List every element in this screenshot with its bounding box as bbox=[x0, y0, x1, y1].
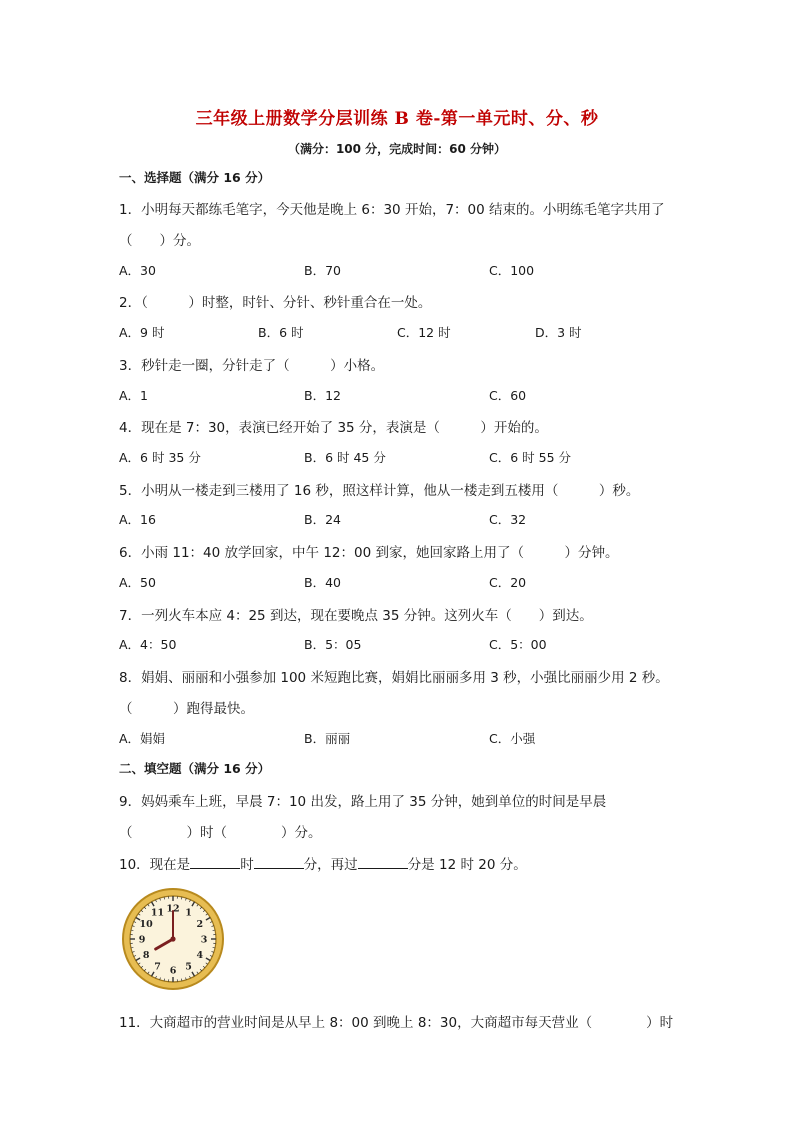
question-1-text: 1．小明每天都练毛笔字，今天他是晚上 6：30 开始，7：00 结束的。小明练毛笔字共用了 bbox=[119, 202, 665, 218]
question-9-text-cont: （ ）时（ ）分。 bbox=[119, 825, 322, 841]
clock-illustration bbox=[121, 887, 225, 991]
clock-numeral: 12 bbox=[166, 903, 180, 915]
question-2-option-a: A．9 时 bbox=[119, 325, 165, 340]
question-7-option-a: A．4：50 bbox=[119, 637, 177, 652]
clock-numeral: 10 bbox=[139, 919, 153, 930]
question-1-text-cont: （ ）分。 bbox=[119, 233, 200, 249]
question-3-option-c: C．60 bbox=[489, 388, 527, 403]
question-2-option-c: C．12 时 bbox=[397, 325, 451, 340]
question-1-option-c: C．100 bbox=[489, 263, 535, 278]
question-10-part-3: 分，再过 bbox=[303, 857, 358, 873]
clock-numeral: 6 bbox=[169, 965, 177, 977]
question-5-option-c: C．32 bbox=[489, 512, 527, 527]
question-2-text: 2．（ ）时整，时针、分针、秒针重合在一处。 bbox=[119, 295, 432, 311]
answer-blank-duration[interactable] bbox=[358, 854, 408, 869]
question-7-option-c: C．5：00 bbox=[489, 637, 547, 652]
clock-numeral: 7 bbox=[154, 961, 161, 973]
page-subtitle: （满分：100 分，完成时间：60 分钟） bbox=[287, 142, 507, 156]
question-7-option-b: B．5：05 bbox=[304, 637, 362, 652]
page-title: 三年级上册数学分层训练 B 卷-第一单元时、分、秒 bbox=[195, 109, 599, 129]
question-5-text: 5．小明从一楼走到三楼用了 16 秒，照这样计算，他从一楼走到五楼用（ ）秒。 bbox=[119, 483, 640, 499]
question-4-option-b: B．6 时 45 分 bbox=[304, 450, 386, 465]
question-3-option-b: B．12 bbox=[304, 388, 341, 403]
question-2-option-b: B．6 时 bbox=[258, 325, 304, 340]
question-10-part-1: 10．现在是 bbox=[119, 857, 191, 873]
question-8-text: 8．娟娟、丽丽和小强参加 100 米短跑比赛，娟娟比丽丽多用 3 秒，小强比丽丽少用 2 秒。 bbox=[119, 670, 669, 686]
question-4-option-c: C．6 时 55 分 bbox=[489, 450, 572, 465]
clock-numeral: 8 bbox=[142, 950, 150, 961]
question-10-part-4: 分是 12 时 20 分。 bbox=[407, 857, 527, 873]
clock-numeral: 3 bbox=[200, 934, 208, 946]
question-5-option-b: B．24 bbox=[304, 512, 341, 527]
section-heading-choice: 一、选择题（满分 16 分） bbox=[119, 170, 271, 185]
question-1-option-a: A．30 bbox=[119, 263, 156, 278]
question-1-option-b: B．70 bbox=[304, 263, 341, 278]
clock-numeral: 9 bbox=[138, 934, 146, 946]
clock-center-pin bbox=[170, 936, 175, 941]
question-4-option-a: A．6 时 35 分 bbox=[119, 450, 201, 465]
question-8-text-cont: （ ）跑得最快。 bbox=[119, 701, 254, 717]
question-2-option-d: D．3 时 bbox=[535, 325, 582, 340]
question-6-option-b: B．40 bbox=[304, 575, 341, 590]
answer-blank-hour[interactable] bbox=[190, 854, 240, 869]
question-10-part-2: 时 bbox=[240, 857, 254, 873]
question-6-text: 6．小雨 11：40 放学回家，中午 12：00 到家，她回家路上用了（ ）分钟。 bbox=[119, 545, 619, 561]
question-9-text: 9．妈妈乘车上班，早晨 7：10 出发，路上用了 35 分钟，她到单位的时间是早晨 bbox=[119, 794, 607, 810]
question-6-option-a: A．50 bbox=[119, 575, 156, 590]
answer-blank-minute[interactable] bbox=[254, 854, 304, 869]
question-11-text: 11．大商超市的营业时间是从早上 8：00 到晚上 8：30，大商超市每天营业（ ）时 bbox=[119, 1015, 674, 1031]
clock-numeral: 2 bbox=[196, 919, 204, 930]
question-10-text bbox=[119, 853, 527, 873]
question-4-text: 4．现在是 7：30，表演已经开始了 35 分，表演是（ ）开始的。 bbox=[119, 420, 548, 436]
question-7-text: 7．一列火车本应 4：25 到达，现在要晚点 35 分钟。这列火车（ ）到达。 bbox=[119, 608, 593, 624]
section-heading-fill: 二、填空题（满分 16 分） bbox=[119, 761, 271, 776]
clock-numeral: 1 bbox=[185, 907, 192, 919]
question-8-option-c: C．小强 bbox=[489, 731, 536, 746]
clock-numeral: 11 bbox=[150, 907, 165, 919]
question-3-option-a: A．1 bbox=[119, 388, 149, 403]
question-8-option-b: B．丽丽 bbox=[304, 731, 351, 746]
question-8-option-a: A．娟娟 bbox=[119, 731, 166, 746]
question-5-option-a: A．16 bbox=[119, 512, 156, 527]
question-6-option-c: C．20 bbox=[489, 575, 527, 590]
question-3-text: 3．秒针走一圈，分针走了（ ）小格。 bbox=[119, 358, 385, 374]
clock-numeral: 5 bbox=[185, 961, 192, 973]
clock-numeral: 4 bbox=[196, 950, 204, 961]
